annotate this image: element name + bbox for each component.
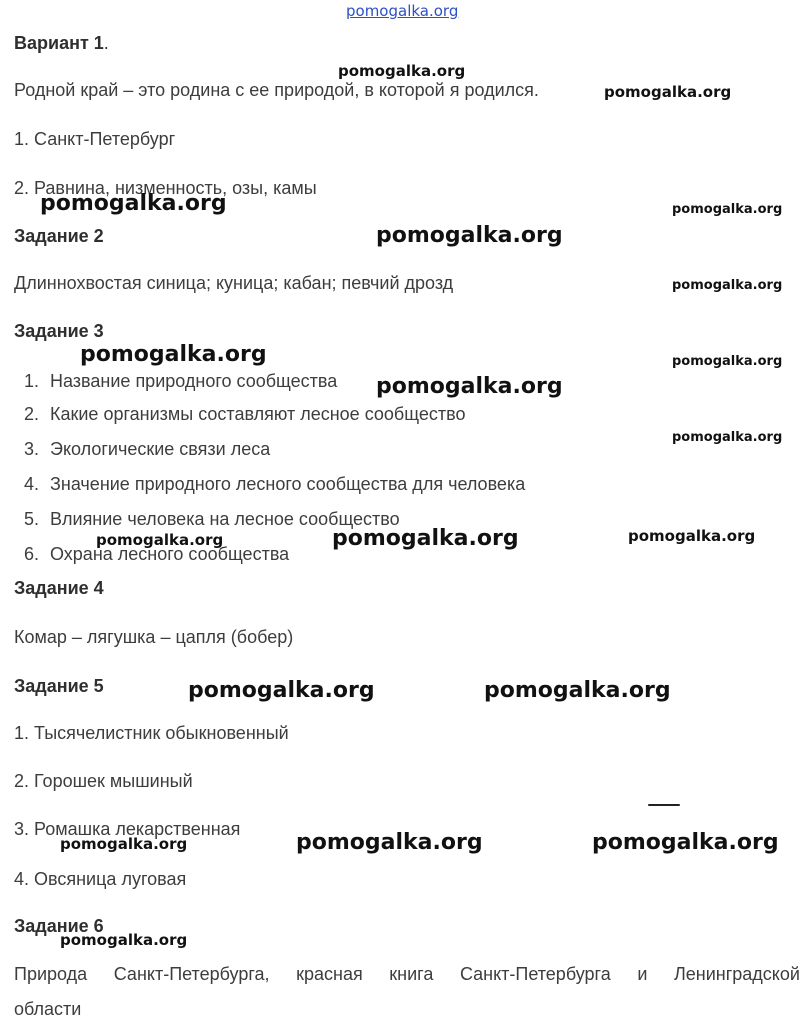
task1-intro: Родной край – это родина с ее природой, в которой я родился.: [14, 80, 539, 100]
task6-word: Ленинградской: [673, 964, 800, 984]
watermark: pomogalka.org: [672, 202, 783, 217]
task6-word: красная: [296, 964, 363, 984]
task3-item-2: [14, 403, 465, 425]
task2-answer: Длиннохвостая синица; куница; кабан; певчий дрозд: [14, 273, 454, 293]
task3-item-4: [14, 473, 525, 495]
task3-item-3: [14, 438, 270, 460]
task1-item-2: 2. Равнина, низменность, озы, камы: [14, 178, 317, 198]
task6-word: Санкт-Петербурга: [459, 964, 611, 984]
task6-word: Природа: [14, 964, 88, 984]
task3-item-2-num: 2.: [24, 404, 40, 424]
variant-heading: [14, 32, 109, 54]
variant-heading-text: Вариант 1: [14, 33, 104, 53]
task3-heading: Задание 3: [14, 321, 104, 341]
watermark: pomogalka.org: [672, 278, 783, 293]
task6-word: Санкт-Петербурга,: [113, 964, 270, 984]
task2-heading: Задание 2: [14, 226, 104, 246]
task3-item-3-num: 3.: [24, 439, 40, 459]
watermark: pomogalka.org: [188, 678, 375, 703]
watermark: pomogalka.org: [672, 354, 783, 369]
task6-answer-line2: области: [14, 999, 82, 1019]
task3-item-3-text: Экологические связи леса: [50, 439, 271, 459]
task4-answer: Комар – лягушка – цапля (бобер): [14, 627, 294, 647]
watermark: pomogalka.org: [60, 931, 188, 949]
task3-item-6-text: Охрана лесного сообщества: [50, 544, 290, 564]
task3-item-1: [14, 370, 337, 392]
watermark: pomogalka.org: [296, 830, 483, 855]
task3-item-4-text: Значение природного лесного сообщества для человека: [50, 474, 526, 494]
task6-answer-line1: [14, 963, 800, 985]
watermark: pomogalka.org: [80, 342, 267, 367]
task5-heading: Задание 5: [14, 676, 104, 696]
watermark: pomogalka.org: [672, 430, 783, 445]
task3-item-5-num: 5.: [24, 509, 40, 529]
task3-item-2-text: Какие организмы составляют лесное сообщество: [50, 404, 466, 424]
task3-item-4-num: 4.: [24, 474, 40, 494]
task3-item-6-num: 6.: [24, 544, 40, 564]
watermark: pomogalka.org: [592, 830, 779, 855]
watermark-top-link[interactable]: pomogalka.org: [346, 2, 459, 20]
task3-item-1-text: Название природного сообщества: [50, 371, 338, 391]
watermark: pomogalka.org: [60, 835, 188, 853]
task1-item-1: 1. Санкт-Петербург: [14, 129, 176, 149]
watermark: pomogalka.org: [40, 191, 227, 216]
watermark: pomogalka.org: [604, 83, 732, 101]
task5-item-3: 3. Ромашка лекарственная: [14, 819, 241, 839]
variant-heading-punct: .: [103, 33, 109, 53]
stray-mark: [648, 804, 680, 806]
watermark: pomogalka.org: [338, 62, 466, 80]
watermark: pomogalka.org: [484, 678, 671, 703]
task5-item-2: 2. Горошек мышиный: [14, 771, 193, 791]
task3-item-5-text: Влияние человека на лесное сообщество: [50, 509, 400, 529]
watermark: pomogalka.org: [376, 374, 563, 399]
watermark: pomogalka.org: [96, 531, 224, 549]
task4-heading: Задание 4: [14, 578, 104, 598]
task3-item-1-num: 1.: [24, 371, 40, 391]
task6-heading: Задание 6: [14, 916, 104, 936]
task5-item-1: 1. Тысячелистник обыкновенный: [14, 723, 289, 743]
task5-item-4: 4. Овсяница луговая: [14, 869, 187, 889]
watermark: pomogalka.org: [332, 526, 519, 551]
watermark: pomogalka.org: [628, 527, 756, 545]
task6-word: и: [637, 964, 648, 984]
watermark: pomogalka.org: [376, 223, 563, 248]
task6-word: книга: [389, 964, 434, 984]
